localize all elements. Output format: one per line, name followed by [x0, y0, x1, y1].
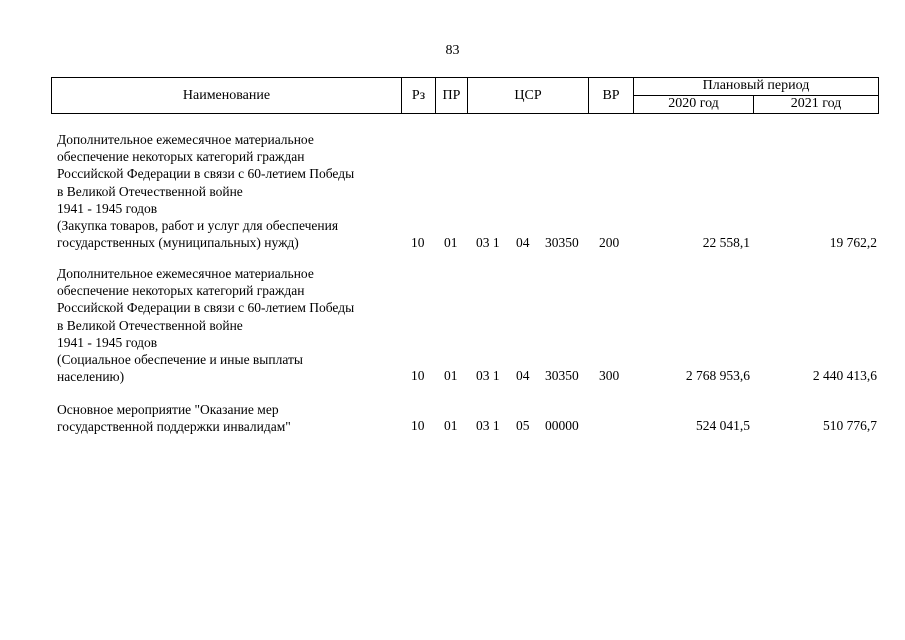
row-csr-direction: 30350 [545, 235, 579, 250]
row-csr-program: 03 1 [476, 368, 500, 383]
row-2021-value: 510 776,7 [823, 418, 877, 433]
row-csr-subprogram: 04 [516, 235, 530, 250]
row-name-line: обеспечение некоторых категорий граждан [57, 283, 305, 299]
header-year-2020: 2020 год [668, 96, 719, 111]
row-name [57, 265, 354, 385]
row-name-line: государственной поддержки инвалидам" [57, 419, 291, 435]
header-plan-period: Плановый период [702, 78, 810, 93]
row-2021-value: 19 762,2 [829, 235, 877, 250]
row-name-line: Основное мероприятие "Оказание мер [57, 402, 279, 417]
row-name-line: Дополнительное ежемесячное материальное [57, 266, 314, 281]
row-csr-subprogram: 04 [516, 368, 530, 383]
row-2020-value: 524 041,5 [696, 418, 750, 433]
row-vr: 200 [599, 235, 620, 250]
row-name-line: в Великой Отечественной войне [57, 183, 243, 199]
row-rz: 10 [411, 368, 425, 383]
row-name [57, 131, 354, 251]
row-name-line: населению) [57, 369, 125, 385]
header-pr: ПР [442, 88, 461, 103]
row-pr: 01 [444, 235, 458, 250]
header-csr: ЦСР [514, 88, 542, 103]
row-name [57, 401, 291, 435]
header-bottom-border [51, 113, 879, 114]
header-year-2021: 2021 год [790, 96, 842, 111]
row-rz: 10 [411, 235, 425, 250]
row-name-line: 1941 - 1945 годов [57, 200, 158, 216]
row-pr: 01 [444, 368, 458, 383]
page-number: 83 [445, 43, 460, 58]
row-csr-program: 03 1 [476, 418, 500, 433]
header-vr: ВР [602, 88, 620, 103]
row-csr-subprogram: 05 [516, 418, 530, 433]
row-name-line: (Социальное обеспечение и иные выплаты [57, 352, 303, 368]
row-vr: 300 [599, 368, 620, 383]
row-2020-value: 22 558,1 [702, 235, 750, 250]
row-2020-value: 2 768 953,6 [685, 368, 750, 383]
row-name-line: Российской Федерации в связи с 60-летием Победы [57, 300, 355, 316]
row-name-line: 1941 - 1945 годов [57, 334, 158, 350]
row-name-line: обеспечение некоторых категорий граждан [57, 149, 305, 165]
row-csr-direction: 00000 [545, 418, 579, 433]
row-rz: 10 [411, 418, 425, 433]
row-csr-program: 03 1 [476, 235, 500, 250]
header-rz: Рз [411, 88, 426, 103]
row-name-line: государственных (муниципальных) нужд) [57, 235, 299, 251]
row-csr-direction: 30350 [545, 368, 579, 383]
row-name-line: в Великой Отечественной войне [57, 317, 243, 333]
row-name-line: Дополнительное ежемесячное материальное [57, 132, 314, 147]
header-name: Наименование [182, 88, 271, 103]
row-pr: 01 [444, 418, 458, 433]
row-name-line: (Закупка товаров, работ и услуг для обеспечения [57, 218, 339, 234]
row-2021-value: 2 440 413,6 [812, 368, 877, 383]
row-name-line: Российской Федерации в связи с 60-летием Победы [57, 166, 355, 182]
